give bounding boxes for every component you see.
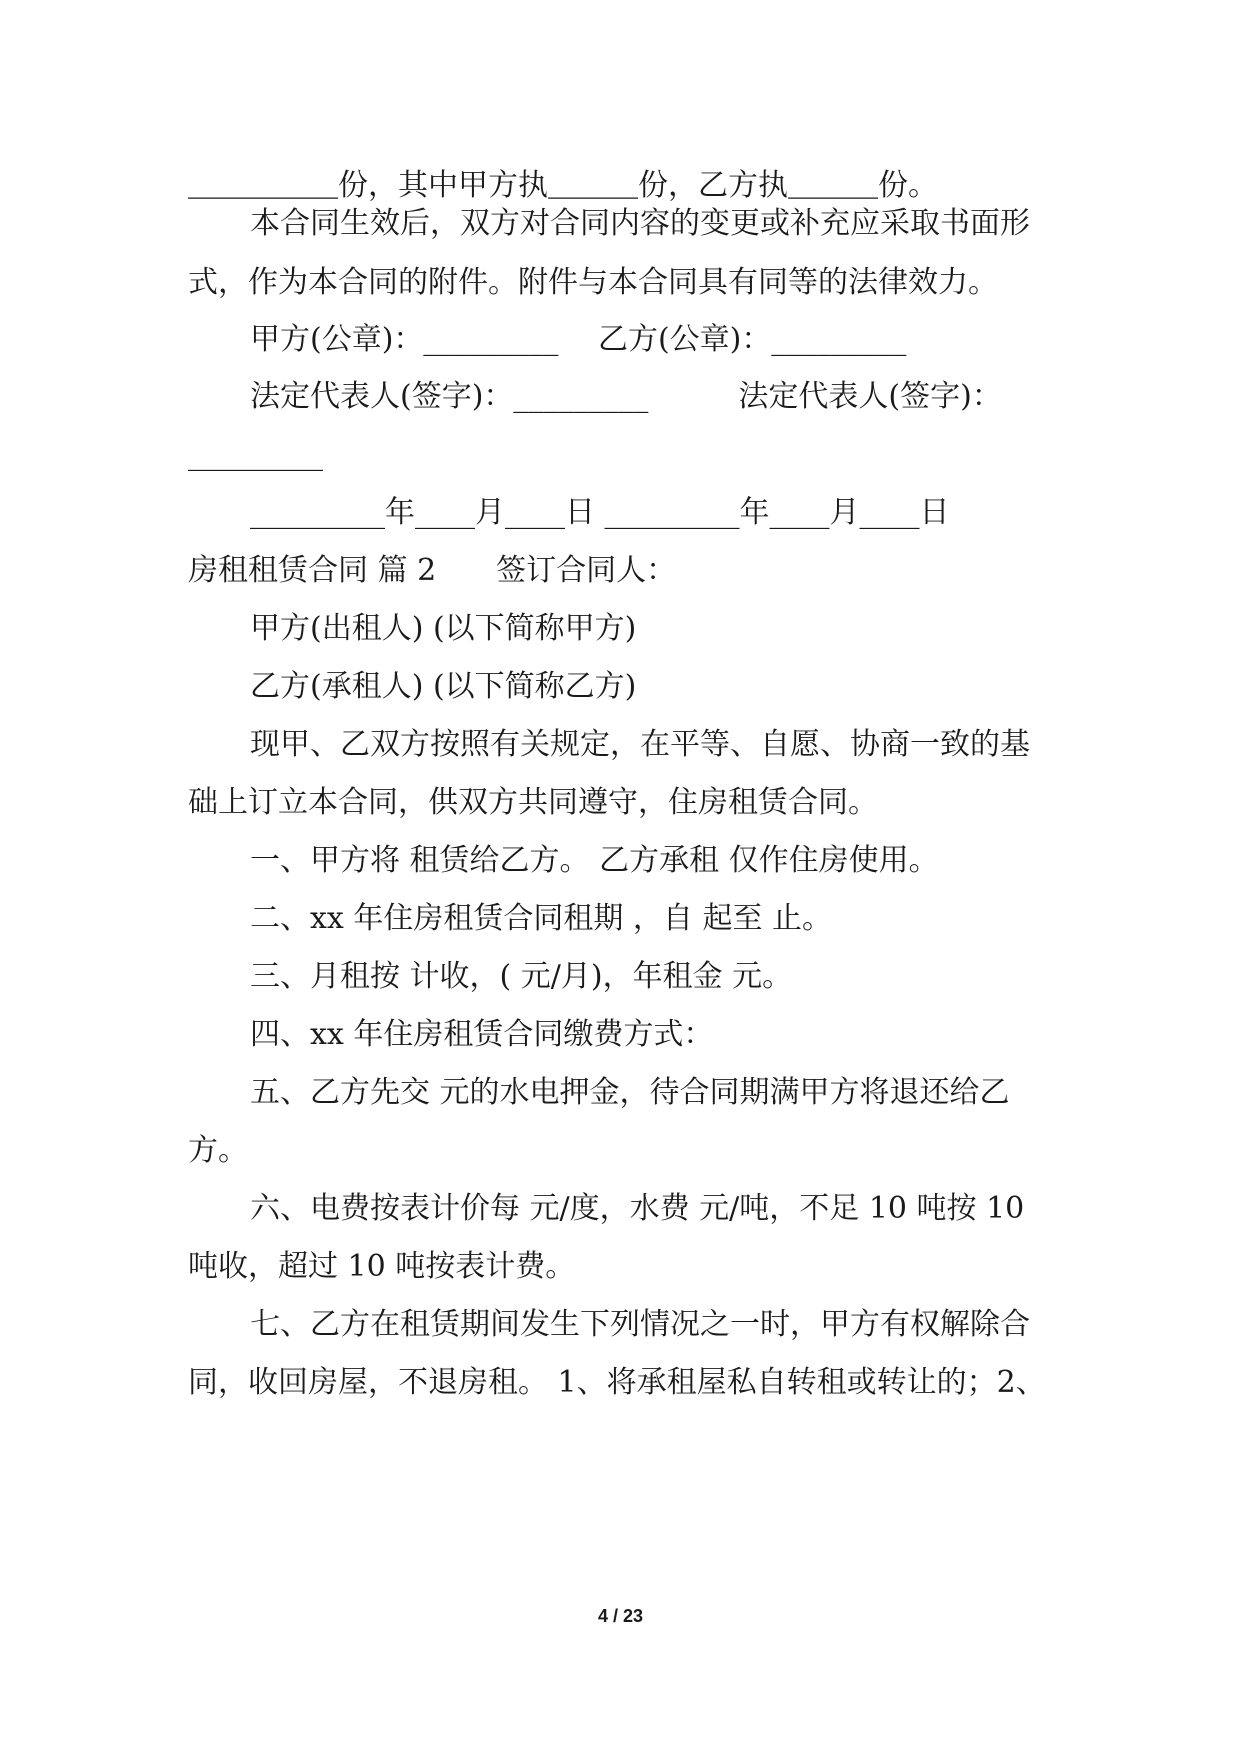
text-line: 吨收，超过 10 吨按表计费。 (188, 1249, 576, 1284)
clause-3: 三、月租按 计收，( 元/月)，年租金 元。 (250, 959, 793, 994)
clause-2: 二、xx 年住房租赁合同租期 ，自 起至 止。 (250, 901, 832, 936)
clause-5: 五、乙方先交 元的水电押金，待合同期满甲方将退还给乙 (250, 1075, 1010, 1110)
page-number: 4 / 23 (597, 1606, 644, 1626)
date-line: _________年____月____日 _________年____月____日 (250, 495, 950, 530)
text-line: 同，收回房屋，不退房租。 1、将承租屋私自转租或转让的；2、 (188, 1365, 1046, 1400)
text-line: 现甲、乙双方按照有关规定，在平等、自愿、协商一致的基 (250, 727, 1030, 762)
section-title: 房租租赁合同 篇 2 签订合同人： (188, 553, 677, 588)
text-line: 甲方(出租人) (以下简称甲方) (250, 611, 637, 646)
clause-6: 六、电费按表计价每 元/度，水费 元/吨，不足 10 吨按 10 (250, 1191, 1025, 1226)
text-line: 础上订立本合同，供双方共同遵守，住房租赁合同。 (188, 785, 878, 820)
signature-line-seal: 甲方(公章)：_________ 乙方(公章)：_________ (250, 322, 907, 357)
clause-1: 一、甲方将 租赁给乙方。 乙方承租 仅作住房使用。 (250, 843, 939, 878)
text-line: 本合同生效后，双方对合同内容的变更或补充应采取书面形 (250, 206, 1030, 241)
text-line: 方。 (188, 1133, 248, 1168)
text-line: 乙方(承租人) (以下简称乙方) (250, 669, 637, 704)
clause-4: 四、xx 年住房租赁合同缴费方式： (250, 1017, 714, 1052)
text-line: ＿＿＿＿＿份，其中甲方执＿＿＿份，乙方执＿＿＿份。 (188, 168, 938, 203)
clause-7: 七、乙方在租赁期间发生下列情况之一时，甲方有权解除合 (250, 1307, 1030, 1342)
signature-line-representative: 法定代表人(签字)：_________ 法定代表人(签字)： (250, 379, 1002, 414)
signature-blank: _________ (188, 437, 323, 472)
text-line: 式，作为本合同的附件。附件与本合同具有同等的法律效力。 (188, 265, 998, 300)
